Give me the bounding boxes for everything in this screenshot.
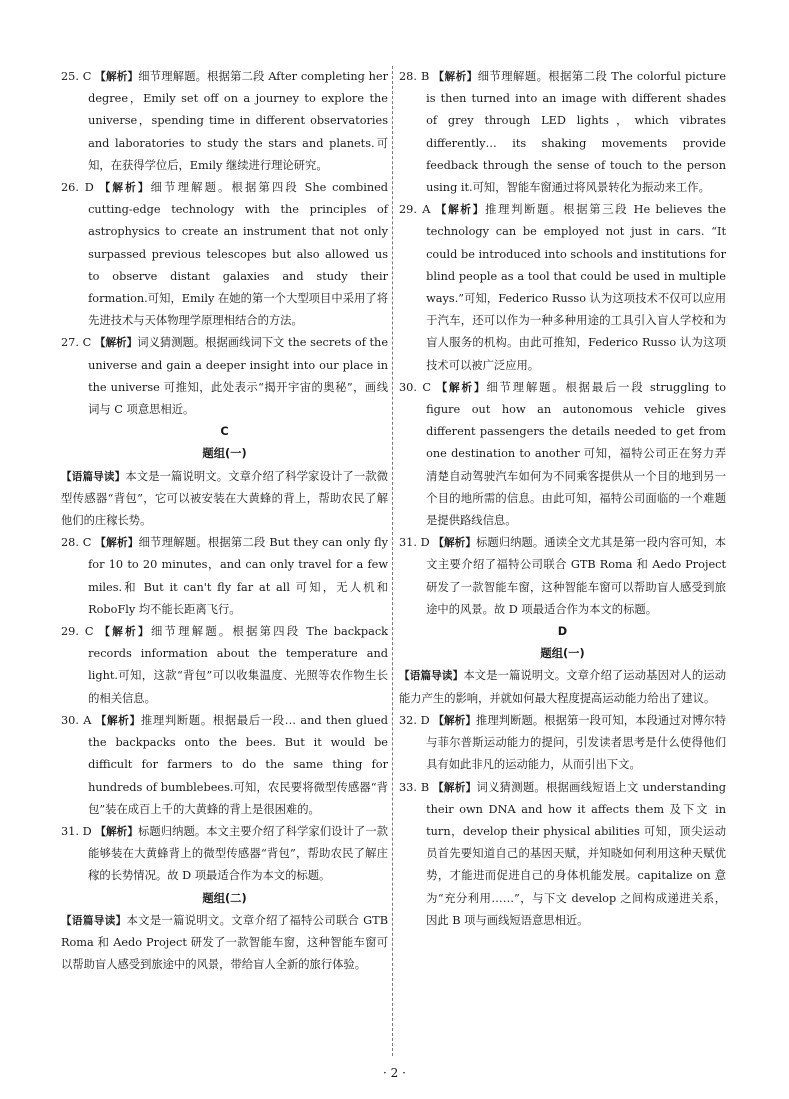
group-heading: 题组(二)	[202, 891, 247, 905]
page-number: · 2 ·	[383, 1066, 406, 1080]
analysis-tag: 【解析】	[95, 71, 139, 83]
analysis-tag: 【解析】	[433, 71, 478, 83]
analysis-tag: 【解析】	[435, 204, 486, 217]
answer-explanation	[399, 532, 726, 621]
guide-tag: 【语篇导读】	[61, 470, 126, 483]
explanation-text: 推理判断题。根据第一段可知，本段通过对博尔特与菲尔普斯运动能力的提问，引发读者思考是什么使得他们具有如此非凡的运动能力，从而引出下文。	[426, 713, 726, 772]
section-heading: C	[220, 425, 229, 439]
guide-tag: 【语篇导读】	[61, 914, 127, 927]
column-divider	[392, 66, 393, 1056]
guide-text: 本文是一篇说明文。文章介绍了科学家设计了一款微型传感器“背包”，它可以被安装在大黄蜂的背上，帮助农民了解他们的庄稼长势。	[61, 469, 388, 528]
explanation-text: 标题归纳题。本文主要介绍了科学家们设计了一款能够装在大黄蜂背上的微型传感器“背包”，帮助农民了解庄稼的长势情况。故 D 项最适合作为本文的标题。	[88, 824, 388, 883]
analysis-tag: 【解析】	[436, 381, 487, 394]
answer-explanation	[399, 377, 726, 532]
question-answer: 31. D	[61, 824, 92, 838]
analysis-tag: 【解析】	[99, 182, 151, 195]
question-answer: 28. B	[399, 70, 430, 83]
question-answer: 25. C	[61, 70, 92, 83]
answer-explanation	[61, 532, 388, 621]
explanation-text: 标题归纳题。通读全文尤其是第一段内容可知，本文主要介绍了福特公司联合 GTB Roma 和 Aedo Project 研发了一款智能车窗，这种智能车窗可以帮助盲人感受到旅途中的风景。故 D 项最适合作为本文的标题。	[426, 536, 726, 616]
answer-explanation	[61, 821, 388, 888]
answer-explanation	[61, 332, 388, 421]
guide-text: 本文是一篇说明文。文章介绍了福特公司联合 GTB Roma 和 Aedo Project 研发了一款智能车窗，这种智能车窗可以帮助盲人感受到旅途中的风景，带给盲人全新的旅行体验。	[61, 913, 388, 972]
analysis-tag: 【解析】	[94, 337, 138, 350]
explanation-text: 推理判断题。根据第三段 He believes the technology can be employed not just in cars. “It could be introduced into schools and institutions for blind people as a tool that could be used in multiple ways.”可知，Federico Russo 认为这项技术不仅可以应用于汽车，还可以作为一种多种用途的工具引入盲人学校和为盲人服务的机构。由此可推知，Federico Russo 认为这项技术可以被广泛应用。	[426, 203, 727, 372]
answer-explanation	[61, 66, 388, 177]
explanation-text: 细节理解题。根据第二段 The colorful picture is then turned into an image with different shades of grey through LED lights，which vibrates differently… its shaking movements provide feedback through the sense of touch to the person using it.可知，智能车窗通过将风景转化为振动来工作。	[426, 70, 727, 195]
question-answer: 27. C	[61, 336, 92, 350]
group-heading: 题组(一)	[540, 647, 585, 661]
explanation-text: 推理判断题。根据最后一段… and then glued the backpacks onto the bees. But it would be difficult for farmers to do the same thing for hundreds of bumblebees.可知，农民要将微型传感器“背包”装在成百上千的大黄蜂的背上是很困难的。	[88, 713, 389, 816]
question-answer: 29. A	[399, 203, 431, 217]
explanation-text: 细节理解题。根据第二段 But they can only fly for 10 to 20 minutes，and can only travel for a few miles.和 But it can't fly far at all 可知，无人机和 RoboFly 均不能长距离飞行。	[88, 536, 389, 616]
question-answer: 31. D	[399, 536, 430, 550]
answer-explanation	[61, 710, 388, 821]
passage-guide	[61, 910, 388, 977]
passage-guide	[61, 466, 388, 533]
analysis-tag: 【解析】	[433, 781, 477, 794]
section-heading: D	[557, 625, 568, 639]
explanation-text: 词义猜测题。根据画线词下文 the secrets of the universe and gain a deeper insight into our place in the universe 可推知，此处表示“揭开宇宙的奥秘”，画线词与 C 项意思相近。	[88, 336, 388, 417]
answer-explanation	[399, 710, 726, 777]
answer-explanation	[399, 66, 726, 199]
question-answer: 33. B	[399, 780, 430, 794]
question-answer: 32. D	[399, 713, 430, 727]
explanation-text: 细节理解题。根据最后一段 struggling to figure out how an autonomous vehicle gives different passengers the details needed to get from one destination to another 可知，福特公司正在努力弄清楚自动驾驶汽车如何为不同乘客提供从一个目的地到另一个目的地所需的信息。由此可知，福特公司面临的一个难题是提供路线信息。	[426, 380, 727, 528]
left-column	[61, 66, 388, 976]
answer-explanation	[61, 621, 388, 710]
question-answer: 26. D	[61, 181, 94, 195]
question-answer: 30. A	[61, 713, 92, 727]
analysis-tag: 【解析】	[433, 714, 477, 727]
question-answer: 30. C	[399, 380, 432, 394]
analysis-tag: 【解析】	[95, 537, 139, 550]
answer-explanation	[399, 199, 726, 377]
question-answer: 29. C	[61, 625, 94, 639]
explanation-text: 细节理解题。根据第四段 She combined cutting-edge technology with the principles of astrophysics to create an instrument that not only surpassed previous telescopes but also allowed us to observe distant galaxies and study their formation.可知，Emily 在她的第一个大型项目中采用了将先进技术与天体物理学原理相结合的方法。	[88, 181, 389, 328]
analysis-tag: 【解析】	[99, 626, 151, 639]
analysis-tag: 【解析】	[95, 714, 141, 727]
guide-tag: 【语篇导读】	[399, 670, 464, 683]
answer-explanation	[399, 777, 726, 932]
guide-text: 本文是一篇说明文。文章介绍了运动基因对人的运动能力产生的影响，并就如何最大程度提高运动能力给出了建议。	[399, 669, 726, 705]
explanation-text: 词义猜测题。根据画线短语上文 understanding their own DNA and how it affects them 及下文 in turn，develop their physical abilities 可知，顶尖运动员首先要知道自己的基因天赋，并知晓如何利用这种天赋优势，才能进而促进自己的身体机能发展。capitalize on 意为“充分利用……”，与下文 develop 之间构成递进关系，因此 B 项与画线短语意思相近。	[426, 780, 727, 927]
question-answer: 28. C	[61, 536, 92, 550]
answer-explanation	[61, 177, 388, 332]
group-heading: 题组(一)	[202, 447, 247, 461]
analysis-tag: 【解析】	[95, 825, 139, 838]
passage-guide	[399, 665, 726, 709]
explanation-text: 细节理解题。根据第四段 The backpack records information about the temperature and light.可知，这款“背包”可以收集温度、光照等农作物生长的相关信息。	[88, 625, 389, 705]
right-column	[399, 66, 726, 932]
analysis-tag: 【解析】	[433, 537, 477, 550]
explanation-text: 细节理解题。根据第二段 After completing her degree，Emily set off on a journey to explore the universe，spending time in different observatories and laboratories to study the stars and planets.可知，在获得学位后，Emily 继续进行理论研究。	[88, 70, 389, 172]
